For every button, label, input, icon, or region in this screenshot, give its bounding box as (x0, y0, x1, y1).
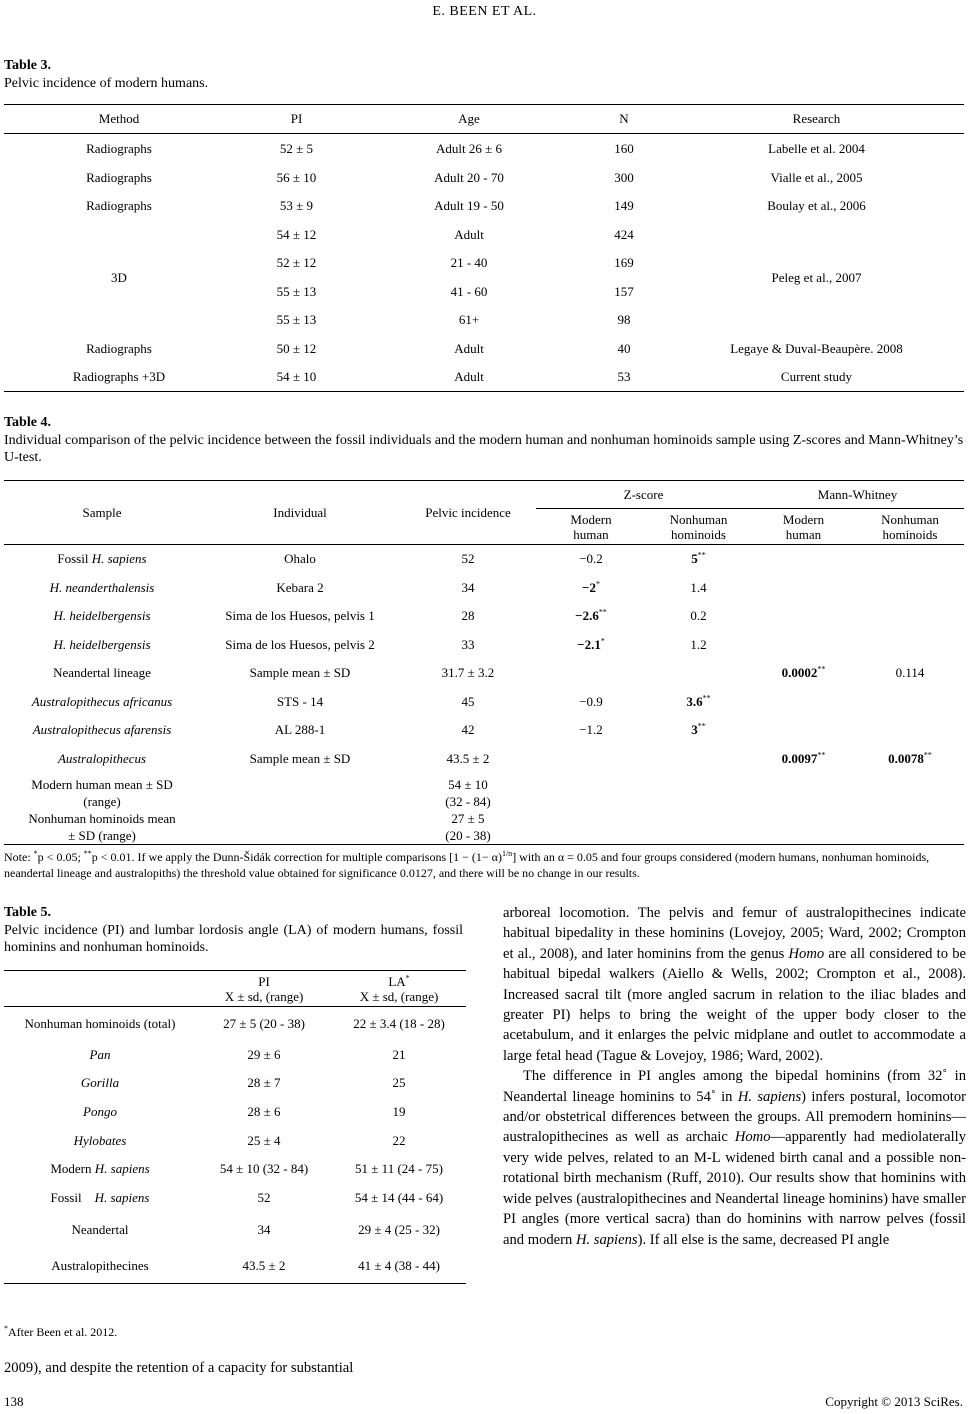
table5-pi-cell: 54 ± 10 (32 - 84) (219, 1161, 309, 1176)
table5-la-cell: 54 ± 14 (44 - 64) (354, 1189, 444, 1205)
table5-group-cell: Gorilla (80, 1075, 120, 1090)
table4-col-zscore: Z-score (536, 481, 751, 509)
table3-cell: 56 ± 10 (276, 169, 317, 185)
table4-individual-cell: Sample mean ± SD (249, 751, 351, 766)
table4-col-pi: Pelvic incidence (425, 504, 511, 520)
table5-la-cell: 19 (392, 1104, 406, 1119)
table3-cell: Adult 20 - 70 (434, 169, 504, 185)
table5-la-cell: 41 ± 4 (38 - 44) (358, 1257, 440, 1273)
table4-pi-cell: 42 (461, 722, 475, 737)
table-row (4, 221, 964, 249)
table3-cell: 3D (111, 269, 127, 285)
table4-col-sample: Sample (82, 504, 122, 520)
running-head: E. BEEN ET AL. (432, 4, 537, 19)
table5-group-cell: Fossil H. sapiens (50, 1189, 150, 1205)
table3-cell: 160 (614, 140, 634, 156)
table3-cell: Boulay et al., 2006 (767, 198, 866, 213)
table5-pi-cell: 27 ± 5 (20 - 38) (223, 1015, 305, 1031)
table4-individual-cell: Kebara 2 (276, 579, 324, 595)
table4-col-individual: Individual (273, 504, 327, 520)
table5-pi-cell: 25 ± 4 (247, 1132, 281, 1148)
table4-individual-cell: AL 288-1 (274, 722, 326, 737)
table-row (4, 574, 964, 602)
table-row (4, 1069, 466, 1098)
table3-cell: Current study (780, 368, 853, 384)
table5-group-cell: Hylobates (73, 1132, 127, 1148)
table5-pi-cell: 34 (257, 1222, 271, 1237)
table3-cell: Radiographs (86, 169, 152, 185)
table3-col-n: N (619, 111, 629, 126)
table3-cell: 157 (614, 283, 634, 299)
table3-cell: 21 - 40 (450, 255, 488, 270)
table-row (4, 335, 964, 363)
table3-cell: Radiographs (86, 198, 152, 213)
table4-z-nonhuman-cell: 0.2 (690, 608, 707, 623)
table3-cell: 40 (617, 340, 631, 356)
table4-sample-cell: H. heidelbergensis (53, 636, 151, 652)
table3-cell: 149 (614, 198, 634, 213)
table3-cell: Vialle et al., 2005 (770, 169, 863, 185)
table4-sample-cell: Fossil H. sapiens (57, 551, 147, 567)
table5-la-cell: 29 ± 4 (25 - 32) (358, 1222, 440, 1237)
table3-cell: Peleg et al., 2007 (771, 269, 862, 285)
paragraph-2: The difference in PI angles among the bipedal hominins (from 32˚ in Neandertal lineage hominins to 54˚ in H. sapiens) infers postural, locomotor and/or obstetrical differences between the groups. All premodern hominins—australopithecines as well as archaic Homo—apparently had mediolaterally very wide pelves, related to an M-L widened birth canal and a possible non-rotational birth mechanism (Ruff, 2010). Our results show that hominins with wide pelves (australopithecines and Neandertal lineage hominins) have smaller PI angles (more vertical sacra) than do hominins with narrow pelves (fossil and modern H. sapiens). If all else is the same, decreased PI angle (503, 1068, 967, 1248)
table-row (4, 1127, 466, 1155)
table4-mw-nonhuman-cell (856, 602, 964, 631)
table3-cell: 61+ (458, 312, 480, 327)
table-row (4, 659, 964, 688)
table4 (4, 480, 964, 845)
table4-pi-cell: 31.7 ± 3.2 (441, 665, 495, 680)
table4-summary-values: 54 ± 10 (32 - 84) 27 ± 5 (20 - 38) (445, 776, 491, 843)
table4-z-nonhuman-cell: 1.4 (690, 579, 707, 595)
table5-pi-cell: 43.5 ± 2 (242, 1257, 286, 1273)
table3-cell: 41 - 60 (450, 283, 488, 299)
table3-cell: Adult 19 - 50 (434, 198, 504, 213)
table-row (4, 1098, 466, 1127)
table4-mw-modern-cell (751, 631, 856, 659)
table4-individual-cell: Sima de los Huesos, pelvis 2 (225, 636, 375, 652)
table4-z-nonhuman-cell: 3** (691, 721, 706, 737)
table-row (4, 363, 964, 392)
table4-z-modern-cell: −0.9 (579, 693, 603, 709)
table5-col-group (4, 971, 196, 1007)
table3-cell: 54 ± 10 (276, 368, 317, 384)
table4-sample-cell: H. neanderthalensis (49, 579, 155, 595)
table4-z-nonhuman-cell: 1.2 (690, 636, 707, 652)
table4-z-modern-cell (536, 659, 646, 688)
table5-pi-cell: 28 ± 6 (247, 1104, 281, 1119)
table4-summary-row (4, 774, 964, 845)
table-row (4, 688, 964, 716)
table4-pi-cell: 45 (461, 693, 475, 709)
table4-mw-nonhuman-cell (856, 688, 964, 716)
table4-z-modern-cell: −2* (582, 579, 600, 595)
table3-cell: Radiographs +3D (72, 368, 166, 384)
table-row (4, 745, 964, 774)
table3-cell: 54 ± 12 (276, 226, 317, 242)
table4-caption: Individual comparison of the pelvic incidence between the fossil individuals and the modern human and nonhuman hominoids sample using Z-scores and Mann-Whitney’s U-test. (4, 433, 964, 465)
table4-z-nonhuman-cell (646, 659, 751, 688)
table5-pi-cell: 52 (257, 1189, 271, 1205)
table-row (4, 1155, 466, 1184)
table4-mw-modern-cell (751, 688, 856, 716)
table5-group-cell: Modern H. sapiens (50, 1161, 150, 1176)
table5-note: *After Been et al. 2012. (4, 1324, 118, 1339)
table4-sample-cell: Australopithecus afarensis (32, 722, 172, 737)
table4-z-modern-cell: −2.6** (575, 607, 607, 623)
table3 (4, 104, 964, 392)
table5-col-la: LA* X ± sd, (range) (332, 971, 466, 1007)
table-row (4, 1007, 466, 1041)
table4-col-mann: Mann-Whitney (751, 481, 964, 509)
table-row (4, 545, 964, 574)
table3-header-row (4, 105, 964, 134)
table5-la-cell: 51 ± 11 (24 - 75) (355, 1161, 443, 1176)
table4-col-mw-nonhuman: Nonhuman hominoids (881, 511, 939, 542)
table4-mw-nonhuman-cell (856, 631, 964, 659)
table4-individual-cell: Ohalo (284, 551, 316, 567)
table5-pi-cell: 29 ± 6 (247, 1046, 281, 1062)
table5-col-pi: PI X ± sd, (range) (196, 971, 332, 1007)
table4-sample-cell: H. heidelbergensis (53, 608, 151, 623)
table5-la-cell: 22 ± 3.4 (18 - 28) (353, 1015, 445, 1031)
table4-mw-modern-cell: 0.0002** (781, 664, 826, 680)
table3-col-age: Age (458, 111, 480, 126)
table3-cell: 169 (614, 255, 634, 270)
table4-z-nonhuman-cell: 3.6** (686, 693, 711, 709)
table3-cell: 53 ± 9 (279, 198, 314, 213)
table3-col-method: Method (98, 111, 140, 126)
table4-individual-cell: Sima de los Huesos, pelvis 1 (225, 608, 375, 623)
table5-group-cell: Nonhuman hominoids (total) (24, 1015, 176, 1031)
right-column-text (503, 903, 966, 1250)
paragraph-1: arboreal locomotion. The pelvis and femur of australopithecines indicate habitual bipedality in these hominins (Lovejoy, 2005; Ward, 2002; Crompton et al., 2008), and later hominins from the genus Homo are all considered to be habitual bipedal walkers (Aiello & Wells, 2002; Crompton et al., 2008). Increased sacral tilt (more angled sacrum in relation to the iliac blades and greater PI) helps to bring the weight of the upper body closer to the acetabulum, and it enlarges the pelvic midplane and outlet to accommodate a large fetal head (Tague & Lovejoy, 1986; Ward, 2002). (503, 905, 966, 1064)
table4-mw-modern-cell (751, 574, 856, 602)
table4-pi-cell: 43.5 ± 2 (446, 751, 490, 766)
table4-z-nonhuman-cell: 5** (691, 550, 706, 567)
table5-group-cell: Pan (89, 1046, 111, 1062)
table5-group-cell: Australopithecines (51, 1257, 149, 1273)
table4-pi-cell: 28 (461, 608, 475, 623)
table3-caption: Pelvic incidence of modern humans. (4, 76, 209, 91)
table4-mw-modern-cell (751, 602, 856, 631)
table3-cell: 300 (614, 169, 634, 185)
table4-z-modern-cell (536, 745, 646, 774)
table4-summary-labels: Modern human mean ± SD (range) Nonhuman hominoids mean ± SD (range) (28, 776, 176, 843)
table-row (4, 164, 964, 192)
table3-cell: Legaye & Duval-Beaupère. 2008 (730, 340, 903, 356)
table3-cell: 52 ± 12 (276, 255, 317, 270)
table-row (4, 134, 964, 164)
table4-mw-nonhuman-cell: 0.0078** (888, 750, 932, 766)
table-row (4, 1184, 466, 1212)
table3-cell: 50 ± 12 (276, 340, 317, 356)
table3-cell: 52 ± 5 (279, 140, 314, 156)
table5-caption: Pelvic incidence (PI) and lumbar lordosis angle (LA) of modern humans, fossil hominins and nonhuman hominoids. (4, 923, 463, 955)
table3-cell: Radiographs (86, 140, 152, 156)
table4-mw-nonhuman-cell: 0.114 (895, 665, 925, 680)
table4-sample-cell: Neandertal lineage (53, 665, 151, 680)
table5-la-cell: 25 (392, 1075, 406, 1090)
table4-note: Note: *p < 0.05; **p < 0.01. If we apply the Dunn-Šidák correction for multiple comparisons $[1 - (1- \alpha)^{1/n}]$ with an α = 0.05 and four groups considered (modern humans, nonhuman hominoids, neandertal lineage and australopiths) the threshold value obtained for significance 0.0127, and there will be no change in our results. (4, 849, 930, 880)
table4-individual-cell: STS - 14 (276, 693, 324, 709)
table3-cell: Labelle et al. 2004 (768, 140, 865, 156)
table3-cell: 98 (617, 312, 631, 327)
table5-pi-cell: 28 ± 7 (247, 1075, 281, 1090)
table3-cell: 55 ± 13 (276, 283, 317, 299)
table4-pi-cell: 52 (461, 551, 475, 567)
table3-cell: 55 ± 13 (276, 312, 317, 327)
table3-cell: Adult 26 ± 6 (436, 140, 502, 156)
table4-mw-modern-cell: 0.0097** (781, 750, 826, 766)
table4-mw-nonhuman-cell (856, 716, 964, 745)
table5-title: Table 5. (4, 905, 51, 920)
table-row (4, 1041, 466, 1069)
table3-cell: Adult (454, 226, 484, 242)
table3-cell: Adult (454, 368, 484, 384)
table5-group-cell: Neandertal (71, 1222, 129, 1237)
table-row (4, 631, 964, 659)
table4-header-row (4, 481, 964, 509)
table4-pi-cell: 33 (461, 636, 475, 652)
table4-individual-cell: Sample mean ± SD (249, 665, 351, 680)
table5-group-cell: Pongo (83, 1104, 117, 1119)
table4-mw-modern-cell (751, 716, 856, 745)
table4-col-z-nonhuman: Nonhuman hominoids (669, 511, 728, 542)
table4-z-modern-cell: −2.1* (577, 636, 605, 652)
table3-cell: Adult (454, 340, 484, 356)
table3-col-pi: PI (290, 111, 303, 126)
left-column-text: 2009), and despite the retention of a capacity for substantial (4, 1360, 354, 1376)
table4-col-z-modern: Modern human (570, 511, 612, 542)
table5 (4, 970, 466, 1284)
table3-col-research: Research (792, 111, 841, 126)
table4-z-nonhuman-cell (646, 745, 751, 774)
table4-sample-cell: Australopithecus (57, 751, 147, 766)
table3-cell: 53 (617, 368, 631, 384)
table-row (4, 602, 964, 631)
table4-mw-nonhuman-cell (856, 574, 964, 602)
table3-title: Table 3. (4, 58, 51, 73)
table3-cell: Radiographs (86, 340, 152, 356)
table4-z-modern-cell: −0.2 (579, 551, 603, 567)
table5-header-row (4, 971, 466, 1007)
table-row (4, 716, 964, 745)
table4-mw-nonhuman-cell (856, 545, 964, 574)
table-row (4, 1249, 466, 1284)
table4-z-modern-cell: −1.2 (579, 722, 603, 737)
table4-title: Table 4. (4, 415, 51, 430)
table4-mw-modern-cell (751, 545, 856, 574)
table-row (4, 1212, 466, 1249)
copyright: Copyright © 2013 SciRes. (825, 1394, 963, 1409)
table4-col-mw-modern: Modern human (782, 511, 825, 542)
table5-la-cell: 21 (392, 1046, 406, 1062)
page-number: 138 (4, 1394, 24, 1409)
table3-cell: 424 (614, 226, 634, 242)
table4-sample-cell: Australopithecus africanus (31, 693, 173, 709)
table4-pi-cell: 34 (461, 579, 475, 595)
table-row (4, 192, 964, 221)
table5-la-cell: 22 (392, 1132, 406, 1148)
